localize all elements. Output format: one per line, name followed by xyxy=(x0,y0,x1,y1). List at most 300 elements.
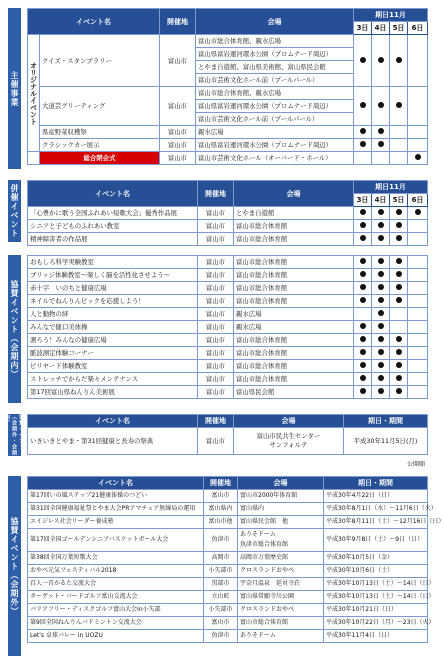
closing-name: 総合閉会式 xyxy=(40,152,160,165)
event-venue: 富山県常願寺川公園 xyxy=(238,591,324,604)
day-cell xyxy=(372,152,390,165)
event-place: 富山市 xyxy=(198,321,234,334)
table-row xyxy=(28,578,428,591)
table-row xyxy=(28,490,428,503)
table-row xyxy=(28,529,428,552)
sponsor-in-table xyxy=(27,255,428,399)
day-cell xyxy=(354,334,372,347)
event-name: シニアと子どものふれあい教室 xyxy=(28,220,198,233)
event-venue: 富山県富岩運河環水公園（プロムナード周辺） xyxy=(196,100,354,113)
day-cell xyxy=(372,220,390,233)
event-date: 平成30年8月11日（土）～12月16日（日） xyxy=(324,516,428,529)
event-name: 百人一首かるた交流大会 xyxy=(28,578,204,591)
col-venue: 会場 xyxy=(234,415,344,428)
table-row xyxy=(28,295,428,308)
day-cell xyxy=(354,386,372,399)
event-place: 富山市 xyxy=(204,617,238,630)
day-cell xyxy=(372,282,390,295)
day-cell xyxy=(354,152,372,165)
event-venue: 富山市総合体育館 xyxy=(234,220,354,233)
dot-marker xyxy=(378,141,384,147)
dot-marker xyxy=(360,349,366,355)
event-name: エイジレス社会リーダー養成塾 xyxy=(28,516,204,529)
event-place: 富山市 xyxy=(198,360,234,373)
event-venue: 富山市総合体育館 xyxy=(234,256,354,269)
day-cell xyxy=(408,386,428,399)
dot-marker xyxy=(378,310,384,316)
table-row xyxy=(28,552,428,565)
col-place: 開催地 xyxy=(198,415,234,428)
section-sponsor-mixed xyxy=(0,414,435,468)
event-place: 富山市 xyxy=(160,35,196,87)
event-place: 小矢部市 xyxy=(204,565,238,578)
co-events-table xyxy=(27,180,428,246)
table-row xyxy=(28,591,428,604)
day-cell xyxy=(372,360,390,373)
event-place: 富山市他 xyxy=(204,516,238,529)
event-place: 富山市 xyxy=(198,256,234,269)
event-place: 小矢部市 xyxy=(204,604,238,617)
event-venue: 富山市総合体育館 xyxy=(234,269,354,282)
event-place: 富山市 xyxy=(198,386,234,399)
day-cell xyxy=(390,295,408,308)
closing-venue: 富山市芸術文化ホール（オーバード・ホール） xyxy=(196,152,354,165)
day-cell xyxy=(408,220,428,233)
col-place: 開催地 xyxy=(204,477,238,490)
day-cell xyxy=(390,347,408,360)
dot-marker xyxy=(396,271,402,277)
dot-marker xyxy=(360,57,366,63)
dot-marker xyxy=(360,388,366,394)
dot-marker xyxy=(378,297,384,303)
event-venue: 親水広場 xyxy=(234,321,354,334)
day-cell xyxy=(354,308,372,321)
dot-marker xyxy=(396,375,402,381)
event-name: 第17回全国ゴールデンシニアバスケットボール大会 xyxy=(28,529,204,552)
table-row xyxy=(28,617,428,630)
day-cell xyxy=(408,139,428,152)
day-cell xyxy=(354,256,372,269)
day-cell xyxy=(390,334,408,347)
dot-marker xyxy=(378,362,384,368)
col-venue: 会場 xyxy=(234,181,354,207)
day-3: 3日 xyxy=(354,22,372,35)
table-row xyxy=(28,630,428,643)
event-venue: 富山県富岩運河環水公園（プロムナード周辺） xyxy=(196,139,354,152)
event-name: おもしろ科学実験教室 xyxy=(28,256,198,269)
day-cell xyxy=(372,207,390,220)
event-name: クラシックカー展示 xyxy=(40,139,160,152)
table-row xyxy=(28,334,428,347)
table-row xyxy=(28,604,428,617)
event-venue: 富山市総合体育館 xyxy=(234,295,354,308)
day-5: 5日 xyxy=(390,194,408,207)
dot-marker xyxy=(396,362,402,368)
event-venue: 親水広場 xyxy=(196,126,354,139)
col-venue: 会場 xyxy=(238,477,324,490)
day-cell xyxy=(372,308,390,321)
day-cell xyxy=(354,220,372,233)
day-cell xyxy=(408,269,428,282)
day-cell xyxy=(372,321,390,334)
day-cell xyxy=(372,256,390,269)
dot-marker xyxy=(360,141,366,147)
sponsor-out-table xyxy=(27,476,444,643)
day-cell xyxy=(390,233,408,246)
event-date: 平成30年4月22日（日） xyxy=(324,490,428,503)
event-name: ビリヤード体験教室 xyxy=(28,360,198,373)
event-name: 測ろう！みんなの健康広場 xyxy=(28,334,198,347)
event-name: 県産野菜収穫祭 xyxy=(40,126,160,139)
table-row xyxy=(28,139,428,152)
dot-marker xyxy=(396,222,402,228)
event-name: みんなで健口美体操 xyxy=(28,321,198,334)
event-name: ブリッジ体験教室～楽しく脳を活性化させよう～ xyxy=(28,269,198,282)
col-event: イベント名 xyxy=(28,415,198,428)
day-5: 5日 xyxy=(390,22,408,35)
event-date: 平成30年10月22日（月）～23日（火） xyxy=(324,617,428,630)
day-cell xyxy=(354,126,372,139)
event-name: 精神障害者の作品展 xyxy=(28,233,198,246)
day-cell xyxy=(408,126,428,139)
day-cell xyxy=(390,139,408,152)
event-place: 富山市 xyxy=(198,233,234,246)
day-cell xyxy=(408,360,428,373)
dot-marker xyxy=(396,102,402,108)
day-cell xyxy=(390,126,408,139)
day-cell xyxy=(372,126,390,139)
dot-marker xyxy=(396,235,402,241)
day-cell xyxy=(390,269,408,282)
dot-marker xyxy=(360,336,366,342)
day-cell xyxy=(390,360,408,373)
event-name: 人と動物の絆 xyxy=(28,308,198,321)
dot-marker xyxy=(360,362,366,368)
table-row xyxy=(28,565,428,578)
dot-marker xyxy=(360,284,366,290)
day-cell xyxy=(372,269,390,282)
closing-row xyxy=(28,152,428,165)
event-venue: 富山県民会館 他 xyxy=(238,516,324,529)
dot-marker xyxy=(378,57,384,63)
day-cell xyxy=(354,347,372,360)
table-row xyxy=(28,233,428,246)
dot-marker xyxy=(360,375,366,381)
day-cell xyxy=(372,295,390,308)
dot-marker xyxy=(396,284,402,290)
event-name: 第17回いの風ステップ21健康体操のつどい xyxy=(28,490,204,503)
event-place: 富山市 xyxy=(198,282,234,295)
event-venue: 富山市総合体育館 xyxy=(234,233,354,246)
day-cell xyxy=(408,308,428,321)
event-date: 平成30年10月21日（日） xyxy=(324,604,428,617)
event-place: 富山市 xyxy=(198,295,234,308)
event-place: 富山県内 xyxy=(204,503,238,516)
day-cell xyxy=(390,321,408,334)
note: 公開順 xyxy=(406,461,425,468)
event-date: 平成30年11月4日（日） xyxy=(324,630,428,643)
dot-marker xyxy=(378,102,384,108)
day-cell xyxy=(390,386,408,399)
col-venue: 会場 xyxy=(196,9,354,35)
day-cell xyxy=(354,373,372,386)
event-place: 富山市 xyxy=(198,220,234,233)
event-place: 富山市 xyxy=(204,490,238,503)
event-name: 第31回全国健康福祉祭とやま大会PRアマチュア無線局の運用 xyxy=(28,503,204,516)
day-cell xyxy=(390,256,408,269)
event-place: 立山町 xyxy=(204,591,238,604)
event-venue: 高岡市万葉歴史館 xyxy=(238,552,324,565)
day-cell xyxy=(408,373,428,386)
day-cell xyxy=(372,386,390,399)
table-row xyxy=(28,35,428,48)
event-place: 富山市 xyxy=(198,347,234,360)
event-date: 平成30年8月1日（水）～11月6日（火） xyxy=(324,503,428,516)
event-place: 高岡市 xyxy=(204,552,238,565)
sub-label: オリジナルイベント xyxy=(28,35,40,152)
dot-marker xyxy=(396,258,402,264)
day-6: 6日 xyxy=(408,194,428,207)
event-venue: 富山市総合体育館 xyxy=(234,334,354,347)
day-cell xyxy=(372,139,390,152)
event-venue: とやま自遊館、富山県美術館、富山県民会館 xyxy=(196,61,354,74)
col-event: イベント名 xyxy=(28,181,198,207)
day-cell xyxy=(354,295,372,308)
event-name: ネイルでねんりんピックを応援しよう！ xyxy=(28,295,198,308)
dot-marker xyxy=(378,349,384,355)
dot-marker xyxy=(360,222,366,228)
event-name: 第9回全国ねんりんバドミントン交流大会 xyxy=(28,617,204,630)
dot-marker xyxy=(378,222,384,228)
day-cell xyxy=(408,282,428,295)
event-venue: クロスランドおやべ xyxy=(238,604,324,617)
dot-marker xyxy=(396,297,402,303)
table-row xyxy=(28,321,428,334)
event-name: 第38回全国万葉短歌大会 xyxy=(28,552,204,565)
event-date: 平成30年10月6日（土） xyxy=(324,565,428,578)
section-main-events xyxy=(0,8,435,169)
day-cell xyxy=(408,35,428,87)
event-date: 平成30年11月5日(月) xyxy=(344,428,428,455)
dot-marker xyxy=(396,209,402,215)
day-cell xyxy=(390,207,408,220)
table-row xyxy=(28,503,428,516)
table-row xyxy=(28,373,428,386)
day-cell xyxy=(390,308,408,321)
event-place: 富山市 xyxy=(160,139,196,152)
day-cell xyxy=(408,87,428,126)
main-events-table xyxy=(27,8,428,165)
table-row xyxy=(28,308,428,321)
col-event: イベント名 xyxy=(28,9,160,35)
dot-marker xyxy=(360,209,366,215)
table-row xyxy=(28,220,428,233)
event-venue: 富山市総合体育館、親水広場 xyxy=(196,35,354,48)
table-row xyxy=(28,360,428,373)
dot-marker xyxy=(396,388,402,394)
day-cell xyxy=(372,87,390,126)
col-place: 開催地 xyxy=(160,9,196,35)
day-cell xyxy=(372,347,390,360)
table-row xyxy=(28,256,428,269)
day-cell xyxy=(408,295,428,308)
dot-marker xyxy=(396,349,402,355)
day-cell xyxy=(390,87,408,126)
side-label: 主催事業 xyxy=(8,8,21,169)
dot-marker xyxy=(378,258,384,264)
day-cell xyxy=(354,321,372,334)
dot-marker xyxy=(378,336,384,342)
day-cell xyxy=(354,282,372,295)
event-place: 富山市 xyxy=(198,428,234,455)
event-name: パリアフリー・ディスクゴルフ富山大会in小矢部 xyxy=(28,604,204,617)
day-cell xyxy=(408,256,428,269)
dot-marker xyxy=(360,258,366,264)
dot-marker xyxy=(378,284,384,290)
col-period: 期日11月 xyxy=(354,181,428,194)
day-cell xyxy=(390,220,408,233)
event-venue: クロスランドおやべ xyxy=(238,565,324,578)
table-row xyxy=(28,386,428,399)
day-6: 6日 xyxy=(408,22,428,35)
dot-marker xyxy=(378,323,384,329)
side-label: 協賛イベント（会期外・会期内） xyxy=(4,414,24,456)
event-place: 富山市 xyxy=(198,373,234,386)
day-4: 4日 xyxy=(372,194,390,207)
event-venue: 富山県民会館 xyxy=(234,386,354,399)
event-venue: 富山市2000年体育館 xyxy=(238,490,324,503)
col-period: 期日11月 xyxy=(354,9,428,22)
day-cell xyxy=(390,282,408,295)
event-venue: 富山市総合体育館 xyxy=(234,347,354,360)
dot-marker xyxy=(360,271,366,277)
event-name: ストレッチでからだ楽々メンテナンス xyxy=(28,373,198,386)
event-venue: 富山市総合体育館 xyxy=(234,282,354,295)
event-venue: ありそドーム xyxy=(238,630,324,643)
day-cell xyxy=(390,152,408,165)
sponsor-mixed-table xyxy=(27,414,428,455)
table-row xyxy=(28,428,428,455)
table-row xyxy=(28,282,428,295)
event-venue: 富山県内 xyxy=(238,503,324,516)
event-venue: 富山市総合体育館 xyxy=(234,360,354,373)
event-place: 黒部市 xyxy=(204,578,238,591)
table-row xyxy=(28,126,428,139)
event-name: クイズ・スタンプラリー xyxy=(40,35,160,87)
dot-marker xyxy=(396,57,402,63)
side-label: 併催イベント xyxy=(8,180,21,242)
dot-marker xyxy=(378,388,384,394)
day-cell xyxy=(372,373,390,386)
event-place: 富山市 xyxy=(198,207,234,220)
day-cell xyxy=(354,360,372,373)
event-venue: とやま自遊館 xyxy=(234,207,354,220)
dot-marker xyxy=(378,128,384,134)
day-cell xyxy=(354,207,372,220)
day-cell xyxy=(372,233,390,246)
dot-marker xyxy=(378,375,384,381)
event-venue: 親水広場 xyxy=(234,308,354,321)
event-venue: 富山県富岩運河環水公園（プロムナード周辺） xyxy=(196,48,354,61)
event-place: 富山市 xyxy=(198,308,234,321)
closing-place: 富山市 xyxy=(160,152,196,165)
day-cell xyxy=(354,269,372,282)
table-row xyxy=(28,207,428,220)
day-cell xyxy=(408,152,428,165)
event-venue: 富山市芸術文化ホール前（プールパール） xyxy=(196,113,354,126)
event-place: 魚津市 xyxy=(204,630,238,643)
section-sponsor-out xyxy=(0,476,444,656)
event-place: 富山市 xyxy=(160,126,196,139)
table-row xyxy=(28,516,428,529)
event-place: 富山市 xyxy=(160,87,196,126)
event-venue: ありそドーム 魚津市総合体育館 xyxy=(238,529,324,552)
section-co-events xyxy=(0,180,435,242)
dot-marker xyxy=(360,235,366,241)
day-cell xyxy=(372,334,390,347)
col-date: 期日・期間 xyxy=(344,415,428,428)
table-row xyxy=(28,87,428,100)
table-row xyxy=(28,347,428,360)
side-label: 協賛イベント（会期内） xyxy=(8,255,21,403)
col-event: イベント名 xyxy=(28,477,204,490)
day-cell xyxy=(408,321,428,334)
day-cell xyxy=(408,207,428,220)
event-name: ターゲット・バードゴルフ富山交流大会 xyxy=(28,591,204,604)
dot-marker xyxy=(378,235,384,241)
event-venue: 富山市民共生センター サンフォルテ xyxy=(234,428,344,455)
day-cell xyxy=(372,35,390,87)
dot-marker xyxy=(415,209,421,215)
event-name: おやべ元気フェスティバル2018 xyxy=(28,565,204,578)
event-name: 「心豊かに歌う全国ふれあい短歌大会」優秀作品展 xyxy=(28,207,198,220)
day-4: 4日 xyxy=(372,22,390,35)
event-venue: 富山市総合体育館 xyxy=(238,617,324,630)
col-place: 開催地 xyxy=(198,181,234,207)
dot-marker xyxy=(415,154,421,160)
day-cell xyxy=(408,347,428,360)
event-date: 平成30年10月13日（土）～14日（日） xyxy=(324,578,428,591)
event-place: 魚津市 xyxy=(204,529,238,552)
event-date: 平成30年9月8日（土）～9日（日） xyxy=(324,529,428,552)
dot-marker xyxy=(360,297,366,303)
event-name: 大道芸グリーティング xyxy=(40,87,160,126)
dot-marker xyxy=(396,336,402,342)
dot-marker xyxy=(378,271,384,277)
col-date: 期日・期間 xyxy=(324,477,428,490)
day-cell xyxy=(354,87,372,126)
event-name: 赤十字 いのちと健康広場 xyxy=(28,282,198,295)
day-cell xyxy=(390,373,408,386)
event-venue: 富山市芸術文化ホール前（プールパール） xyxy=(196,74,354,87)
day-cell xyxy=(354,139,372,152)
side-label: 協賛イベント（会期外） xyxy=(8,476,21,656)
event-date: 平成30年10月5日（金） xyxy=(324,552,428,565)
day-3: 3日 xyxy=(354,194,372,207)
section-sponsor-in xyxy=(0,255,435,403)
event-place: 富山市 xyxy=(198,334,234,347)
event-name: 脈波測定体験コーナー xyxy=(28,347,198,360)
day-cell xyxy=(408,233,428,246)
dot-marker xyxy=(360,323,366,329)
day-cell xyxy=(408,334,428,347)
day-cell xyxy=(354,233,372,246)
event-venue: 宇奈月温泉 延対寺荘 xyxy=(238,578,324,591)
event-name: いきいきとやま・第31回健康と長寿の祭典 xyxy=(28,428,198,455)
event-venue: 富山市総合体育館 xyxy=(234,373,354,386)
event-venue: 富山市総合体育館、親水広場 xyxy=(196,87,354,100)
dot-marker xyxy=(378,209,384,215)
